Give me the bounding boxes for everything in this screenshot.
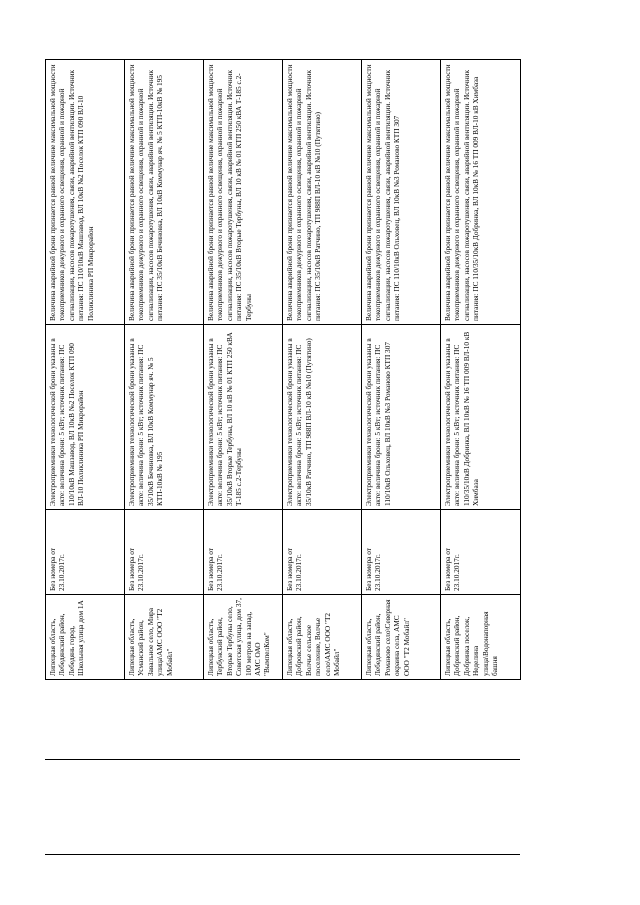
reservation-note-cell: Электроприемники технологической брони указаны в акте: величина брони: 5 кВт; источник питания: ПС 35/10кВ Ратчино, ТП 988П ВЛ-10 кВ №10 (Путятино) xyxy=(283,325,362,510)
inner-edge-rule xyxy=(45,759,520,760)
document-cell: Без номера от 23.10.2017г. xyxy=(283,510,362,595)
reservation-description-cell: Величина аварийной брони признается равной величине максимальной мощности токоприемников дежурного и охранного освещения, охранной и пожарной сигнализации, насосов пожаротушения, связи, аварийной вентиляции. Источник питания: ПС 110/10кВ Ольховец, ВЛ 10кВ №3 Романово КТП 307 xyxy=(362,60,441,325)
document-cell: Без номера от 23.10.2017г. xyxy=(46,510,125,595)
table-row xyxy=(283,60,362,680)
location-cell: Липецкая область, Добровский район, Волчье сельское поселение, Волчье село\АМС ООО "Т2 Мобайл" xyxy=(283,595,362,680)
document-cell: Без номера от 23.10.2017г. xyxy=(362,510,441,595)
reservation-description-cell: Величина аварийной брони признается равной величине максимальной мощности токоприемников дежурного и охранного освещения, охранной и пожарной сигнализации, насосов пожаротушения, связи, аварийной вентиляции. Источник питания: ПС 35/10кВ Бечиновка, ВЛ 10кВ Коммунар яч. № 5 КТП-10кВ № 195 xyxy=(125,60,204,325)
reservation-description-cell: Величина аварийной брони признается равной величине максимальной мощности токоприемников дежурного и охранного освещения, охранной и пожарной сигнализации, насосов пожаротушения, связи, аварийной вентиляции. Источник питания: ПС 35/10кВ Ратчино, ТП 988П ВЛ-10 кВ №10 (Путятино) xyxy=(283,60,362,325)
table-row xyxy=(362,60,441,680)
table-row xyxy=(125,60,204,680)
reservation-description-cell: Величина аварийной брони признается равной величине максимальной мощности токоприемников дежурного и охранного освещения, охранной и пожарной сигнализации, насосов пожаротушения, связи, аварийной вентиляции. Источник питания: ПС 110/10кВ Машзавод, ВЛ 10кВ №2 Поселок КТП 090 ВЛ-10 Поликлиника РП Микрорайон xyxy=(46,60,125,325)
location-cell: Липецкая область, Тербунский район, Вторые Тербуны село, Советская улица, дом 37, 100 метров на запад, АМС ОАО "ВымпелКом" xyxy=(204,595,283,680)
left-edge-rule xyxy=(45,854,520,855)
reservation-description-cell: Величина аварийной брони признается равной величине максимальной мощности токоприемников дежурного и охранного освещения, охранной и пожарной сигнализации, насосов пожаротушения, связи, аварийной вентиляции. Источник питания: ПС 35/10кВ Вторые Тербуны, ВЛ 10 кВ № 01 КТП 250 кВА Т-185 с.2-Тербуны xyxy=(204,60,283,325)
location-cell: Липецкая область, Лебедянский район, Лебедянь город, Школьная улица дом 1А xyxy=(46,595,125,680)
document-cell: Без номера от 23.10.2017г. xyxy=(441,510,521,595)
location-cell: Липецкая область, Добринский район, Добринка поселок, Неделина улица\Водонапорная башня xyxy=(441,595,521,680)
document-cell: Без номера от 23.10.2017г. xyxy=(125,510,204,595)
reservation-description-cell: Величина аварийной брони признается равной величине максимальной мощности токоприемников дежурного и охранного освещения, охранной и пожарной сигнализации, насосов пожаротушения, связи, аварийной вентиляции. Источник питания: ПС 110/35/10кВ Добринка, ВЛ 10кВ № 16 ТП 009 ВЛ-10 кВ Химбаза xyxy=(441,60,521,325)
document-cell: Без номера от 23.10.2017г. xyxy=(204,510,283,595)
reservation-note-cell: Электроприемники технологической брони указаны в акте: величина брони: 5 кВт; источник питания: ПС 35/10кВ Бечиновка, ВЛ 10кВ Коммунар яч. № 5 КТП-10кВ № 195 xyxy=(125,325,204,510)
reservation-note-cell: Электроприемники технологической брони указаны в акте: величина брони: 5 кВт; источник питания: ПС 110/35/10кВ Добринка, ВЛ 10кВ № 16 ТП 009 ВЛ-10 кВ Химбаза xyxy=(441,325,521,510)
reservation-note-cell: Электроприемники технологической брони указаны в акте: величина брони: 5 кВт; источник питания: ПС 35/10кВ Вторые Тербуны, ВЛ 10 кВ № 01 КТП 250 кВА Т-185 с.2-Тербуны xyxy=(204,325,283,510)
table-row xyxy=(46,60,125,680)
location-cell: Липецкая область, Лебедянский район, Романово село\Северная окраина села, АМС ООО "Т2 Мобайл" xyxy=(362,595,441,680)
rotated-landscape-content xyxy=(45,60,520,855)
table-row xyxy=(204,60,283,680)
reservation-note-cell: Электроприемники технологической брони указаны в акте: величина брони: 5 кВт; источник питания: ПС 110/10кВ Машзавод, ВЛ 10кВ №2 Поселок КТП 090 ВЛ-10 Поликлиника РП Микрорайон xyxy=(46,325,125,510)
power-reservation-table xyxy=(45,59,521,680)
location-cell: Липецкая область, Усманский район, Завальное село, Мира улица\АМС ООО "Т2 Мобайл" xyxy=(125,595,204,680)
table-row xyxy=(441,60,521,680)
reservation-note-cell: Электроприемники технологической брони указаны в акте: величина брони: 5 кВт; источник питания: ПС 110/10кВ Ольховец, ВЛ 10кВ №3 Романово КТП 307 xyxy=(362,325,441,510)
